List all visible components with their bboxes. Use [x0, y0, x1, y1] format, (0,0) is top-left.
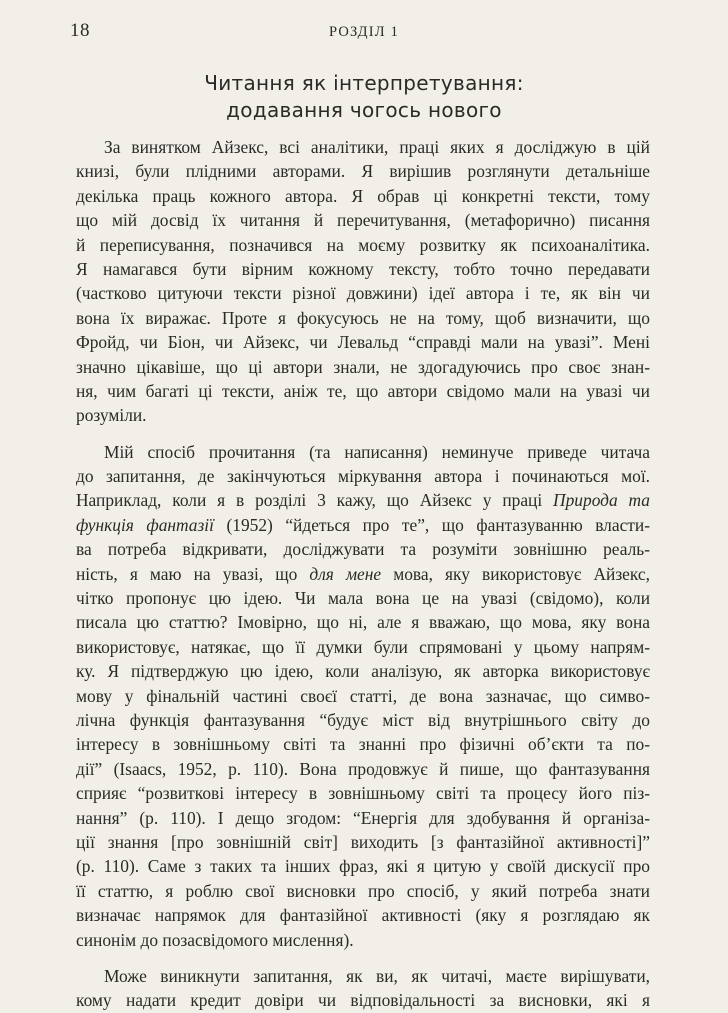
- paragraph: [76, 440, 650, 952]
- text-line: Мій спосіб прочитання (та написання) неминуче приведе читача: [104, 441, 650, 462]
- text-line: писала цю статтю? Імовірно, що ні, але я вважаю, що мова, яку вона: [76, 612, 650, 633]
- text-line: лічна функція фантазування “будує міст від внутрішнього світу до: [76, 709, 650, 730]
- text-line: синонім до позасвідомого мислення).: [76, 929, 354, 950]
- text-line: кому надати кредит довіри чи відповідальності за висновки, які я: [76, 990, 650, 1011]
- text-line: ва потреба відкривати, досліджувати та розуміти зовнішню реаль-: [76, 539, 650, 560]
- text-line: ку. Я підтверджую цю ідею, коли аналізую, як авторка використовує: [76, 661, 650, 682]
- text-line: Наприклад, коли я в розділі 3 кажу, що Айзекс у праці Природа та: [76, 490, 650, 511]
- text-line: За винятком Айзекс, всі аналітики, праці яких я досліджую в цій: [104, 137, 650, 157]
- text-line: дії” (Isaacs, 1952, p. 110). Вона продовжує й пише, що фантазування: [76, 758, 650, 779]
- body-text: [76, 135, 650, 1013]
- text-line: вона їх виражає. Проте я фокусуюсь не на тому, щоб визначити, що: [76, 307, 650, 328]
- italic-emphasis: Природа та: [553, 490, 650, 511]
- text-line: використовує, натякає, що її думки були спрямовані у цьому напрям-: [76, 636, 650, 657]
- text-line: Може виникнути запитання, як ви, як читачі, маєте вирішувати,: [104, 965, 650, 986]
- page-header: [70, 20, 658, 50]
- text-line: Фройд, чи Біон, чи Айзекс, чи Левальд “справді мали на увазі”. Мені: [76, 332, 650, 353]
- text-line: значно цікавіше, що ці автори знали, не здогадуючись про своє знан-: [76, 356, 650, 377]
- text-line: до запитання, де закінчуються міркування автора і починаються мої.: [76, 466, 650, 487]
- text-line: інтересу в зовнішньому світі та знанні про фізичні об’єкти та по-: [76, 734, 650, 755]
- text-line: (частково цитуючи тексти різної довжини) ідеї автора і те, як він чи: [76, 283, 650, 304]
- paragraph: [76, 135, 650, 428]
- text-line: ність, я маю на увазі, що для мене мова, яку використовує Айзекс,: [76, 563, 650, 584]
- italic-emphasis: для мене: [309, 563, 382, 584]
- text-line: чітко пропонує цю ідею. Чи мала вона це на увазі (свідомо), коли: [76, 588, 650, 609]
- text-line: ції знання [про зовнішній світ] виходить [з фантазійної активності]”: [76, 831, 650, 852]
- paragraph: [76, 964, 650, 1013]
- text-line: розуміли.: [76, 405, 147, 426]
- text-line: сприяє “розвиткові інтересу в зовнішньому світі та процесу його піз-: [76, 783, 650, 804]
- text-line: нання” (p. 110). І дещо згодом: “Енергія для здобування й організа-: [76, 807, 650, 828]
- text-line: й переписування, позначився на моєму розвитку як психоаналітика.: [76, 234, 650, 255]
- running-head: РОЗДІЛ 1: [328, 24, 400, 40]
- text-line: (p. 110). Саме з таких та інших фраз, які я цитую у своїй дискусії про: [76, 856, 650, 877]
- page-number: 18: [70, 20, 90, 41]
- text-line: мову у фінальній частині своєї статті, де вона зазначає, що симво-: [76, 685, 650, 706]
- text-line: функція фантазії (1952) “йдеться про те”, що фантазуванню власти-: [76, 514, 650, 535]
- section-title-line: додавання чогось нового: [226, 98, 502, 122]
- text-line: що мій досвід їх читання й перечитування, (метафорично) писання: [76, 210, 650, 231]
- text-line: її статтю, я роблю свої висновки про спосіб, у який потреба знати: [76, 880, 650, 901]
- text-line: декілька праць кожного автора. Я обрав ці конкретні тексти, тому: [76, 185, 650, 206]
- text-line: книзі, були плідними авторами. Я вирішив розглянути детальніше: [76, 161, 650, 182]
- text-line: визначає напрямок для фантазійної активності (яку я розглядаю як: [76, 905, 650, 926]
- text-line: Я намагався бути вірним кожному тексту, тобто точно передавати: [76, 258, 650, 279]
- section-title: [70, 70, 658, 124]
- section-title-line: Читання як інтерпретування:: [204, 71, 524, 95]
- italic-emphasis: функція фантазії: [76, 514, 214, 535]
- text-line: ня, чим багаті ці тексти, аніж те, що автори свідомо мали на увазі чи: [76, 380, 650, 401]
